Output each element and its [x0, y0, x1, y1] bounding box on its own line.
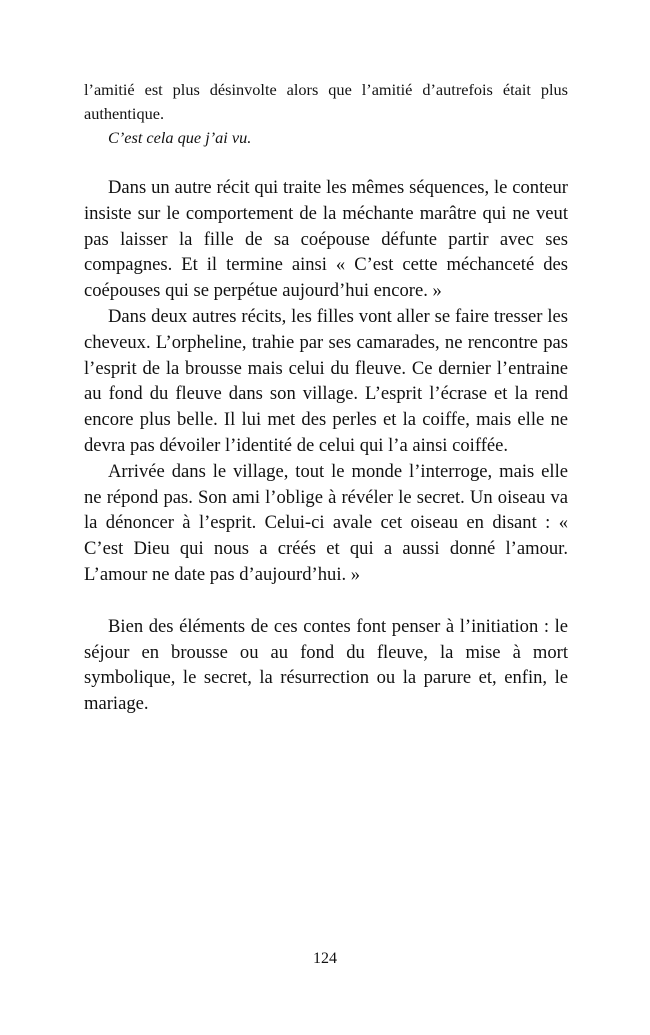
quoted-conclusion: C’est cela que j’ai vu.	[108, 128, 252, 147]
paragraph-continuation: l’amitié est plus désinvolte alors que l’amitié d’autrefois était plus authentique.	[84, 80, 568, 123]
paragraph: Dans deux autres récits, les filles vont aller se faire tresser les cheveux. L’orpheline, trahie par ses camarades, ne rencontre pas l’esprit de la brousse mais celui du fleuve. Ce dernier l’entraine au fond du fleuve dans son village. L’esprit l’écrase et la rend encore plus belle. Il lui met des perles et la coiffe, mais elle ne devra pas dévoiler l’identité de celui qui l’a ainsi coiffée.	[84, 305, 568, 456]
paragraph: Bien des éléments de ces contes font penser à l’initiation : le séjour en brousse ou au fond du fleuve, la mise à mort symbolique, le secret, la résurrection ou la parure et, enfin, le mariage.	[84, 615, 568, 715]
page-body	[84, 78, 568, 717]
paragraph: Dans un autre récit qui traite les mêmes séquences, le conteur insiste sur le comportement de la méchante marâtre qui ne veut pas laisser la fille de sa coépouse défunte partir avec ses compagnes. Et il termine ainsi « C’est cette méchanceté des coépouses qui se perpétue aujourd’hui encore. »	[84, 177, 568, 302]
page-number: 124	[313, 950, 337, 967]
paragraph: Arrivée dans le village, tout le monde l’interroge, mais elle ne répond pas. Son ami l’oblige à révéler le secret. Un oiseau va la dénoncer à l’esprit. Celui-ci avale cet oiseau en disant : « C’est Dieu qui nous a créés et qui a aussi donné l’amour. L’amour ne date pas d’aujourd’hui. »	[84, 460, 568, 585]
